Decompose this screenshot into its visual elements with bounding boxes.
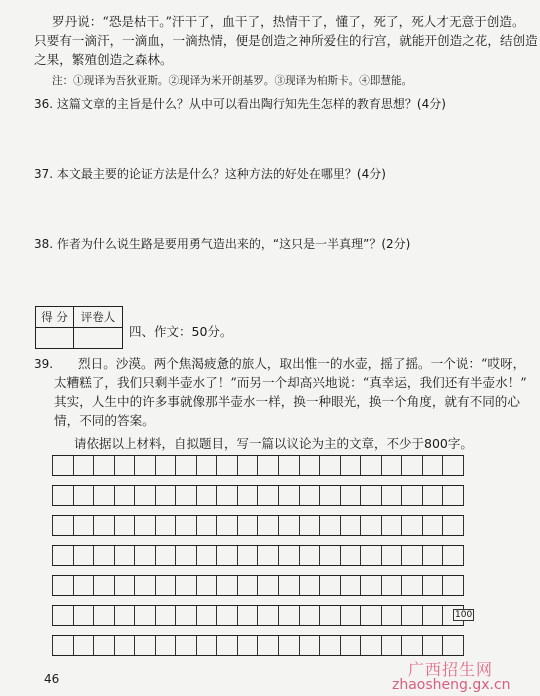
grid-row[interactable] bbox=[52, 575, 464, 596]
grid-cell[interactable] bbox=[442, 636, 464, 655]
grid-cell[interactable] bbox=[175, 576, 196, 595]
grid-cell[interactable] bbox=[175, 606, 196, 625]
q39-line-3: 其实，人生中的许多事就像那半壶水一样，换一种眼光，换一个角度，就有不同的心 bbox=[54, 394, 520, 409]
grid-cell[interactable] bbox=[257, 456, 278, 475]
grid-cell[interactable] bbox=[319, 636, 340, 655]
q39-line-2: 太糟糕了，我们只剩半壶水了！”而另一个却高兴地说：“真幸运，我们还有半壶水！” bbox=[54, 375, 527, 390]
grid-cell[interactable] bbox=[381, 456, 402, 475]
grid-cell[interactable] bbox=[381, 546, 402, 565]
grid-cell[interactable] bbox=[93, 546, 114, 565]
grid-cell[interactable] bbox=[278, 516, 299, 535]
grid-cell[interactable] bbox=[340, 576, 361, 595]
grid-cell[interactable] bbox=[401, 636, 422, 655]
grid-cell[interactable] bbox=[401, 456, 422, 475]
grid-cell[interactable] bbox=[175, 456, 196, 475]
grid-cell[interactable] bbox=[278, 546, 299, 565]
grid-row[interactable] bbox=[52, 455, 464, 476]
grid-cell[interactable] bbox=[278, 456, 299, 475]
grid-cell[interactable] bbox=[196, 486, 217, 505]
grid-cell[interactable] bbox=[134, 486, 155, 505]
question-38: 38. 作者为什么说生路是要用勇气造出来的，“这只是一半真理”？(2分) bbox=[34, 237, 411, 251]
grid-cell[interactable] bbox=[278, 606, 299, 625]
grid-cell[interactable] bbox=[278, 636, 299, 655]
grid-cell[interactable] bbox=[360, 456, 381, 475]
passage-line-1: 罗丹说：“恐是枯干。”汗干了，血干了，热情干了，懂了，死了，死人才无意于创造。 bbox=[52, 14, 525, 29]
grid-cell[interactable] bbox=[299, 546, 320, 565]
grid-cell[interactable] bbox=[175, 516, 196, 535]
question-39-number: 39. bbox=[34, 357, 54, 371]
grid-cell[interactable] bbox=[237, 456, 258, 475]
grid-cell[interactable] bbox=[340, 486, 361, 505]
grid-cell[interactable] bbox=[114, 456, 135, 475]
grid-cell[interactable] bbox=[52, 636, 73, 655]
grid-cell[interactable] bbox=[114, 546, 135, 565]
grid-cell[interactable] bbox=[422, 456, 443, 475]
grid-cell[interactable] bbox=[155, 516, 176, 535]
grid-cell[interactable] bbox=[114, 636, 135, 655]
grid-cell[interactable] bbox=[216, 456, 237, 475]
grid-cell[interactable] bbox=[73, 516, 94, 535]
grid-cell[interactable] bbox=[73, 606, 94, 625]
grid-cell[interactable] bbox=[237, 576, 258, 595]
grid-cell[interactable] bbox=[93, 486, 114, 505]
grid-cell[interactable] bbox=[422, 606, 443, 625]
grid-cell[interactable] bbox=[134, 456, 155, 475]
grid-cell[interactable] bbox=[340, 546, 361, 565]
grid-cell[interactable] bbox=[257, 486, 278, 505]
grid-cell[interactable] bbox=[134, 516, 155, 535]
grid-cell[interactable] bbox=[114, 486, 135, 505]
grid-cell[interactable] bbox=[442, 486, 464, 505]
grid-cell[interactable] bbox=[381, 486, 402, 505]
score-table bbox=[35, 306, 123, 349]
grid-cell[interactable] bbox=[196, 636, 217, 655]
grid-cell[interactable] bbox=[134, 546, 155, 565]
grid-cell[interactable] bbox=[401, 546, 422, 565]
grid-row[interactable] bbox=[52, 605, 464, 626]
grid-cell[interactable] bbox=[381, 576, 402, 595]
grid-cell[interactable] bbox=[237, 636, 258, 655]
grid-cell[interactable] bbox=[360, 546, 381, 565]
grid-cell[interactable] bbox=[93, 576, 114, 595]
grid-cell[interactable] bbox=[401, 576, 422, 595]
grid-cell[interactable] bbox=[422, 486, 443, 505]
grid-cell[interactable] bbox=[155, 636, 176, 655]
grid-cell[interactable] bbox=[175, 546, 196, 565]
score-blank bbox=[36, 328, 74, 349]
grid-cell[interactable] bbox=[442, 456, 464, 475]
grid-cell[interactable] bbox=[360, 636, 381, 655]
grid-cell[interactable] bbox=[381, 516, 402, 535]
grid-cell[interactable] bbox=[196, 576, 217, 595]
grid-cell[interactable] bbox=[257, 546, 278, 565]
grid-cell[interactable] bbox=[134, 636, 155, 655]
grid-cell[interactable] bbox=[442, 546, 464, 565]
grid-cell[interactable] bbox=[196, 456, 217, 475]
grid-cell[interactable] bbox=[93, 636, 114, 655]
watermark-cn: 广西招生网 bbox=[408, 660, 494, 679]
grid-cell[interactable] bbox=[196, 546, 217, 565]
grid-cell[interactable] bbox=[319, 576, 340, 595]
grader-label: 评卷人 bbox=[74, 307, 123, 328]
grid-cell[interactable] bbox=[216, 486, 237, 505]
grid-cell[interactable] bbox=[134, 576, 155, 595]
score-label: 得 分 bbox=[36, 307, 74, 328]
grid-cell[interactable] bbox=[360, 606, 381, 625]
grid-cell[interactable] bbox=[257, 576, 278, 595]
grid-cell[interactable] bbox=[216, 516, 237, 535]
grid-cell[interactable] bbox=[299, 576, 320, 595]
grid-cell[interactable] bbox=[442, 576, 464, 595]
grid-cell[interactable] bbox=[299, 636, 320, 655]
grid-cell[interactable] bbox=[422, 516, 443, 535]
grid-cell[interactable] bbox=[422, 576, 443, 595]
grid-cell[interactable] bbox=[299, 486, 320, 505]
grid-cell[interactable] bbox=[422, 546, 443, 565]
grid-cell[interactable] bbox=[73, 636, 94, 655]
grid-cell[interactable] bbox=[93, 516, 114, 535]
grid-cell[interactable] bbox=[257, 636, 278, 655]
grid-cell[interactable] bbox=[237, 486, 258, 505]
grid-cell[interactable] bbox=[340, 606, 361, 625]
grid-cell[interactable] bbox=[175, 636, 196, 655]
grid-cell[interactable] bbox=[237, 606, 258, 625]
grid-cell[interactable] bbox=[401, 516, 422, 535]
grid-cell[interactable] bbox=[52, 486, 73, 505]
grid-row[interactable] bbox=[52, 515, 464, 536]
grid-cell[interactable] bbox=[93, 456, 114, 475]
grid-cell[interactable] bbox=[52, 546, 73, 565]
grid-row[interactable] bbox=[52, 635, 464, 656]
grid-cell[interactable] bbox=[319, 546, 340, 565]
grid-cell[interactable] bbox=[360, 576, 381, 595]
grid-cell[interactable] bbox=[319, 456, 340, 475]
grid-cell[interactable] bbox=[93, 606, 114, 625]
grid-cell[interactable] bbox=[319, 516, 340, 535]
grid-cell[interactable] bbox=[196, 516, 217, 535]
grid-cell[interactable] bbox=[381, 606, 402, 625]
grid-cell[interactable] bbox=[422, 636, 443, 655]
grid-cell[interactable] bbox=[278, 576, 299, 595]
grid-cell[interactable] bbox=[73, 456, 94, 475]
passage-line-3: 之果，繁殖创造之森林。 bbox=[34, 52, 173, 67]
page-number: 46 bbox=[44, 672, 60, 686]
grid-cell[interactable] bbox=[155, 576, 176, 595]
grid-cell[interactable] bbox=[52, 456, 73, 475]
grid-cell[interactable] bbox=[442, 516, 464, 535]
grid-cell[interactable] bbox=[237, 516, 258, 535]
grid-row[interactable] bbox=[52, 545, 464, 566]
grid-cell[interactable] bbox=[257, 516, 278, 535]
grid-cell[interactable] bbox=[155, 546, 176, 565]
q39-line-1: 烈日。沙漠。两个焦渴疲惫的旅人，取出惟一的水壶，摇了摇。一个说：“哎呀， bbox=[78, 356, 526, 371]
grid-cell[interactable] bbox=[278, 486, 299, 505]
grid-cell[interactable] bbox=[114, 576, 135, 595]
grader-blank bbox=[74, 328, 123, 349]
grid-cell[interactable] bbox=[340, 516, 361, 535]
grid-cell[interactable] bbox=[73, 546, 94, 565]
grid-cell[interactable] bbox=[299, 456, 320, 475]
grid-cell[interactable] bbox=[216, 576, 237, 595]
grid-cell[interactable] bbox=[175, 486, 196, 505]
grid-cell[interactable] bbox=[52, 516, 73, 535]
grid-cell[interactable] bbox=[155, 486, 176, 505]
grid-row[interactable] bbox=[52, 485, 464, 506]
grid-cell[interactable] bbox=[216, 546, 237, 565]
grid-cell[interactable] bbox=[114, 606, 135, 625]
grid-cell[interactable] bbox=[360, 516, 381, 535]
grid-count-marker: 100 bbox=[455, 610, 473, 620]
grid-cell[interactable] bbox=[73, 576, 94, 595]
essay-instruction: 请依据以上材料，自拟题目，写一篇以议论为主的文章，不少于800字。 bbox=[74, 436, 473, 451]
grid-cell[interactable] bbox=[216, 636, 237, 655]
grid-cell[interactable] bbox=[237, 546, 258, 565]
q39-line-4: 情，不同的答案。 bbox=[54, 413, 155, 428]
section-title: 四、作文：50分。 bbox=[129, 324, 233, 339]
passage-notes: 注：①现译为吾狄亚斯。②现译为米开朗基罗。③现译为柏斯卡。④即慧能。 bbox=[52, 75, 413, 87]
grid-cell[interactable] bbox=[216, 606, 237, 625]
question-36: 36. 这篇文章的主旨是什么？从中可以看出陶行知先生怎样的教育思想？(4分) bbox=[34, 97, 446, 111]
grid-cell[interactable] bbox=[155, 606, 176, 625]
grid-cell[interactable] bbox=[134, 606, 155, 625]
passage-line-2: 只要有一滴汗，一滴血，一滴热情，便是创造之神所爱住的行宫，就能开创造之花，结创造 bbox=[34, 33, 538, 48]
grid-cell[interactable] bbox=[196, 606, 217, 625]
watermark-url: zhaosheng.gx.cn bbox=[392, 677, 511, 693]
grid-cell[interactable] bbox=[381, 636, 402, 655]
grid-cell[interactable] bbox=[52, 606, 73, 625]
question-37: 37. 本文最主要的论证方法是什么？这种方法的好处在哪里？(4分) bbox=[34, 167, 386, 181]
grid-cell[interactable] bbox=[155, 456, 176, 475]
grid-cell[interactable] bbox=[52, 576, 73, 595]
grid-cell[interactable] bbox=[340, 456, 361, 475]
grid-cell[interactable] bbox=[319, 606, 340, 625]
grid-cell[interactable] bbox=[340, 636, 361, 655]
grid-cell[interactable] bbox=[114, 516, 135, 535]
grid-cell[interactable] bbox=[299, 606, 320, 625]
grid-cell[interactable] bbox=[73, 486, 94, 505]
grid-cell[interactable] bbox=[401, 606, 422, 625]
grid-cell[interactable] bbox=[319, 486, 340, 505]
grid-cell[interactable] bbox=[360, 486, 381, 505]
grid-cell[interactable] bbox=[401, 486, 422, 505]
grid-cell[interactable] bbox=[299, 516, 320, 535]
grid-cell[interactable] bbox=[257, 606, 278, 625]
